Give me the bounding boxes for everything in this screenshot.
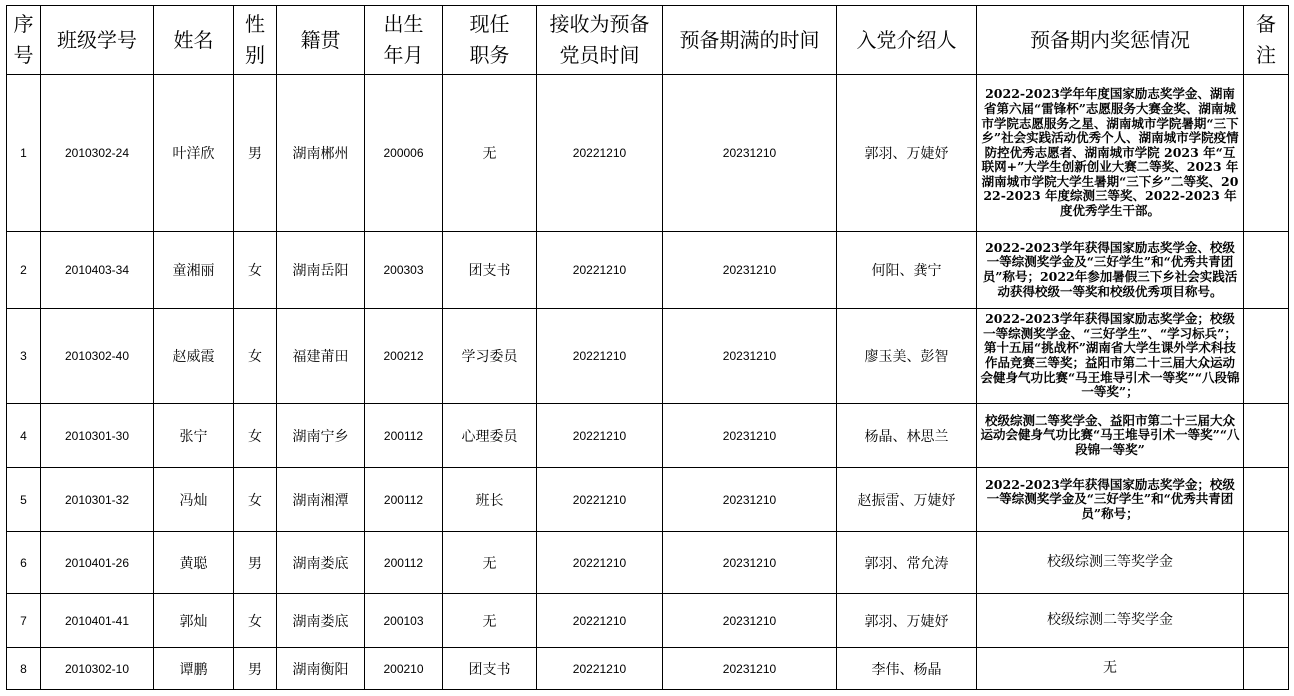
cell-birth: 200103 <box>365 594 443 648</box>
cell-no: 3 <box>7 309 41 404</box>
header-name: 姓名 <box>154 6 234 75</box>
cell-origin: 湖南衡阳 <box>277 648 365 690</box>
cell-accepted: 20221210 <box>537 594 663 648</box>
cell-no: 4 <box>7 404 41 468</box>
cell-introducers: 廖玉美、彭智 <box>837 309 977 404</box>
cell-no: 7 <box>7 594 41 648</box>
header-gender: 性别 <box>234 6 277 75</box>
header-remarks: 备注 <box>1244 6 1289 75</box>
cell-no: 2 <box>7 232 41 309</box>
cell-gender: 女 <box>234 309 277 404</box>
cell-birth: 200112 <box>365 532 443 594</box>
header-introducers: 入党介绍人 <box>837 6 977 75</box>
cell-name: 黄聪 <box>154 532 234 594</box>
cell-class-id: 2010403-34 <box>41 232 154 309</box>
cell-duty: 无 <box>443 75 537 232</box>
cell-awards: 校级综测二等奖学金 <box>977 594 1244 648</box>
cell-expiry: 20231210 <box>663 404 837 468</box>
header-class-id: 班级学号 <box>41 6 154 75</box>
cell-remarks <box>1244 232 1289 309</box>
header-no: 序号 <box>7 6 41 75</box>
table-row <box>7 404 1289 468</box>
cell-remarks <box>1244 468 1289 532</box>
cell-expiry: 20231210 <box>663 309 837 404</box>
cell-duty: 无 <box>443 532 537 594</box>
cell-class-id: 2010302-24 <box>41 75 154 232</box>
cell-expiry: 20231210 <box>663 532 837 594</box>
cell-remarks <box>1244 594 1289 648</box>
cell-duty: 心理委员 <box>443 404 537 468</box>
cell-origin: 福建莆田 <box>277 309 365 404</box>
cell-accepted: 20221210 <box>537 532 663 594</box>
cell-name: 赵威霞 <box>154 309 234 404</box>
table-row <box>7 532 1289 594</box>
cell-remarks <box>1244 75 1289 232</box>
cell-birth: 200112 <box>365 468 443 532</box>
header-awards: 预备期内奖惩情况 <box>977 6 1244 75</box>
cell-origin: 湖南岳阳 <box>277 232 365 309</box>
cell-name: 叶洋欣 <box>154 75 234 232</box>
cell-accepted: 20221210 <box>537 404 663 468</box>
cell-introducers: 赵振雷、万婕妤 <box>837 468 977 532</box>
header-duty: 现任职务 <box>443 6 537 75</box>
cell-class-id: 2010302-10 <box>41 648 154 690</box>
cell-accepted: 20221210 <box>537 75 663 232</box>
cell-awards: 2022-2023学年获得国家励志奖学金、校级一等综测奖学金及“三好学生”和“优秀共青团员”称号；2022年参加暑假三下乡社会实践活动获得校级一等奖和校级优秀项目称号。 <box>977 232 1244 309</box>
cell-remarks <box>1244 648 1289 690</box>
cell-name: 童湘丽 <box>154 232 234 309</box>
cell-origin: 湖南娄底 <box>277 594 365 648</box>
cell-expiry: 20231210 <box>663 648 837 690</box>
table-row <box>7 468 1289 532</box>
table-row <box>7 594 1289 648</box>
cell-awards: 无 <box>977 648 1244 690</box>
cell-no: 1 <box>7 75 41 232</box>
cell-gender: 男 <box>234 75 277 232</box>
cell-no: 6 <box>7 532 41 594</box>
table-row <box>7 648 1289 690</box>
cell-accepted: 20221210 <box>537 309 663 404</box>
cell-expiry: 20231210 <box>663 232 837 309</box>
cell-awards: 2022-2023学年获得国家励志奖学金；校级一等综测奖学金及“三好学生”和“优秀共青团员”称号； <box>977 468 1244 532</box>
cell-no: 5 <box>7 468 41 532</box>
cell-name: 张宁 <box>154 404 234 468</box>
cell-class-id: 2010401-41 <box>41 594 154 648</box>
cell-class-id: 2010301-32 <box>41 468 154 532</box>
cell-expiry: 20231210 <box>663 594 837 648</box>
cell-expiry: 20231210 <box>663 75 837 232</box>
table-row <box>7 309 1289 404</box>
header-accepted: 接收为预备党员时间 <box>537 6 663 75</box>
cell-duty: 团支书 <box>443 648 537 690</box>
cell-class-id: 2010302-40 <box>41 309 154 404</box>
cell-gender: 女 <box>234 594 277 648</box>
cell-duty: 学习委员 <box>443 309 537 404</box>
cell-introducers: 郭羽、万婕妤 <box>837 594 977 648</box>
cell-introducers: 郭羽、万婕妤 <box>837 75 977 232</box>
cell-origin: 湖南娄底 <box>277 532 365 594</box>
cell-class-id: 2010401-26 <box>41 532 154 594</box>
cell-accepted: 20221210 <box>537 232 663 309</box>
cell-birth: 200303 <box>365 232 443 309</box>
cell-awards: 校级综测二等奖学金、益阳市第二十三届大众运动会健身气功比赛“马王堆导引术一等奖”“八段锦一等奖” <box>977 404 1244 468</box>
cell-birth: 200210 <box>365 648 443 690</box>
cell-birth: 200006 <box>365 75 443 232</box>
cell-gender: 女 <box>234 468 277 532</box>
party-member-roster-table <box>6 5 1289 690</box>
cell-remarks <box>1244 532 1289 594</box>
cell-awards: 校级综测三等奖学金 <box>977 532 1244 594</box>
cell-gender: 女 <box>234 232 277 309</box>
cell-introducers: 李伟、杨晶 <box>837 648 977 690</box>
cell-birth: 200112 <box>365 404 443 468</box>
cell-birth: 200212 <box>365 309 443 404</box>
cell-no: 8 <box>7 648 41 690</box>
cell-origin: 湖南郴州 <box>277 75 365 232</box>
cell-name: 郭灿 <box>154 594 234 648</box>
cell-remarks <box>1244 404 1289 468</box>
cell-duty: 团支书 <box>443 232 537 309</box>
cell-introducers: 杨晶、林思兰 <box>837 404 977 468</box>
cell-gender: 男 <box>234 648 277 690</box>
table-header-row <box>7 6 1289 75</box>
cell-class-id: 2010301-30 <box>41 404 154 468</box>
cell-accepted: 20221210 <box>537 468 663 532</box>
cell-duty: 班长 <box>443 468 537 532</box>
cell-name: 谭鹏 <box>154 648 234 690</box>
cell-expiry: 20231210 <box>663 468 837 532</box>
cell-duty: 无 <box>443 594 537 648</box>
table-row <box>7 232 1289 309</box>
cell-awards: 2022-2023学年年度国家励志奖学金、湖南省第六届“雷锋杯”志愿服务大赛金奖、湖南城市学院志愿服务之星、湖南城市学院暑期“三下乡”社会实践活动优秀个人、湖南城市学院疫情防控优秀志愿者、湖南城市学院 2023 年“互联网+”大学生创新创业大赛二等奖、2023 年湖南城市学院大学生暑期“三下乡”二等奖、2022-2023 年度综测三等奖、2022-2023 年度优秀学生干部。 <box>977 75 1244 232</box>
cell-introducers: 郭羽、常允涛 <box>837 532 977 594</box>
cell-origin: 湖南宁乡 <box>277 404 365 468</box>
cell-name: 冯灿 <box>154 468 234 532</box>
header-expiry: 预备期满的时间 <box>663 6 837 75</box>
cell-origin: 湖南湘潭 <box>277 468 365 532</box>
cell-accepted: 20221210 <box>537 648 663 690</box>
cell-introducers: 何阳、龚宁 <box>837 232 977 309</box>
cell-remarks <box>1244 309 1289 404</box>
cell-awards: 2022-2023学年获得国家励志奖学金；校级一等综测奖学金、“三好学生”、“学习标兵”；第十五届“挑战杯”湖南省大学生课外学术科技作品竞赛三等奖；益阳市第二十三届大众运动会健身气功比赛“马王堆导引术一等奖”“八段锦一等奖”； <box>977 309 1244 404</box>
cell-gender: 男 <box>234 532 277 594</box>
cell-gender: 女 <box>234 404 277 468</box>
header-origin: 籍贯 <box>277 6 365 75</box>
table-row <box>7 75 1289 232</box>
header-birth: 出生年月 <box>365 6 443 75</box>
